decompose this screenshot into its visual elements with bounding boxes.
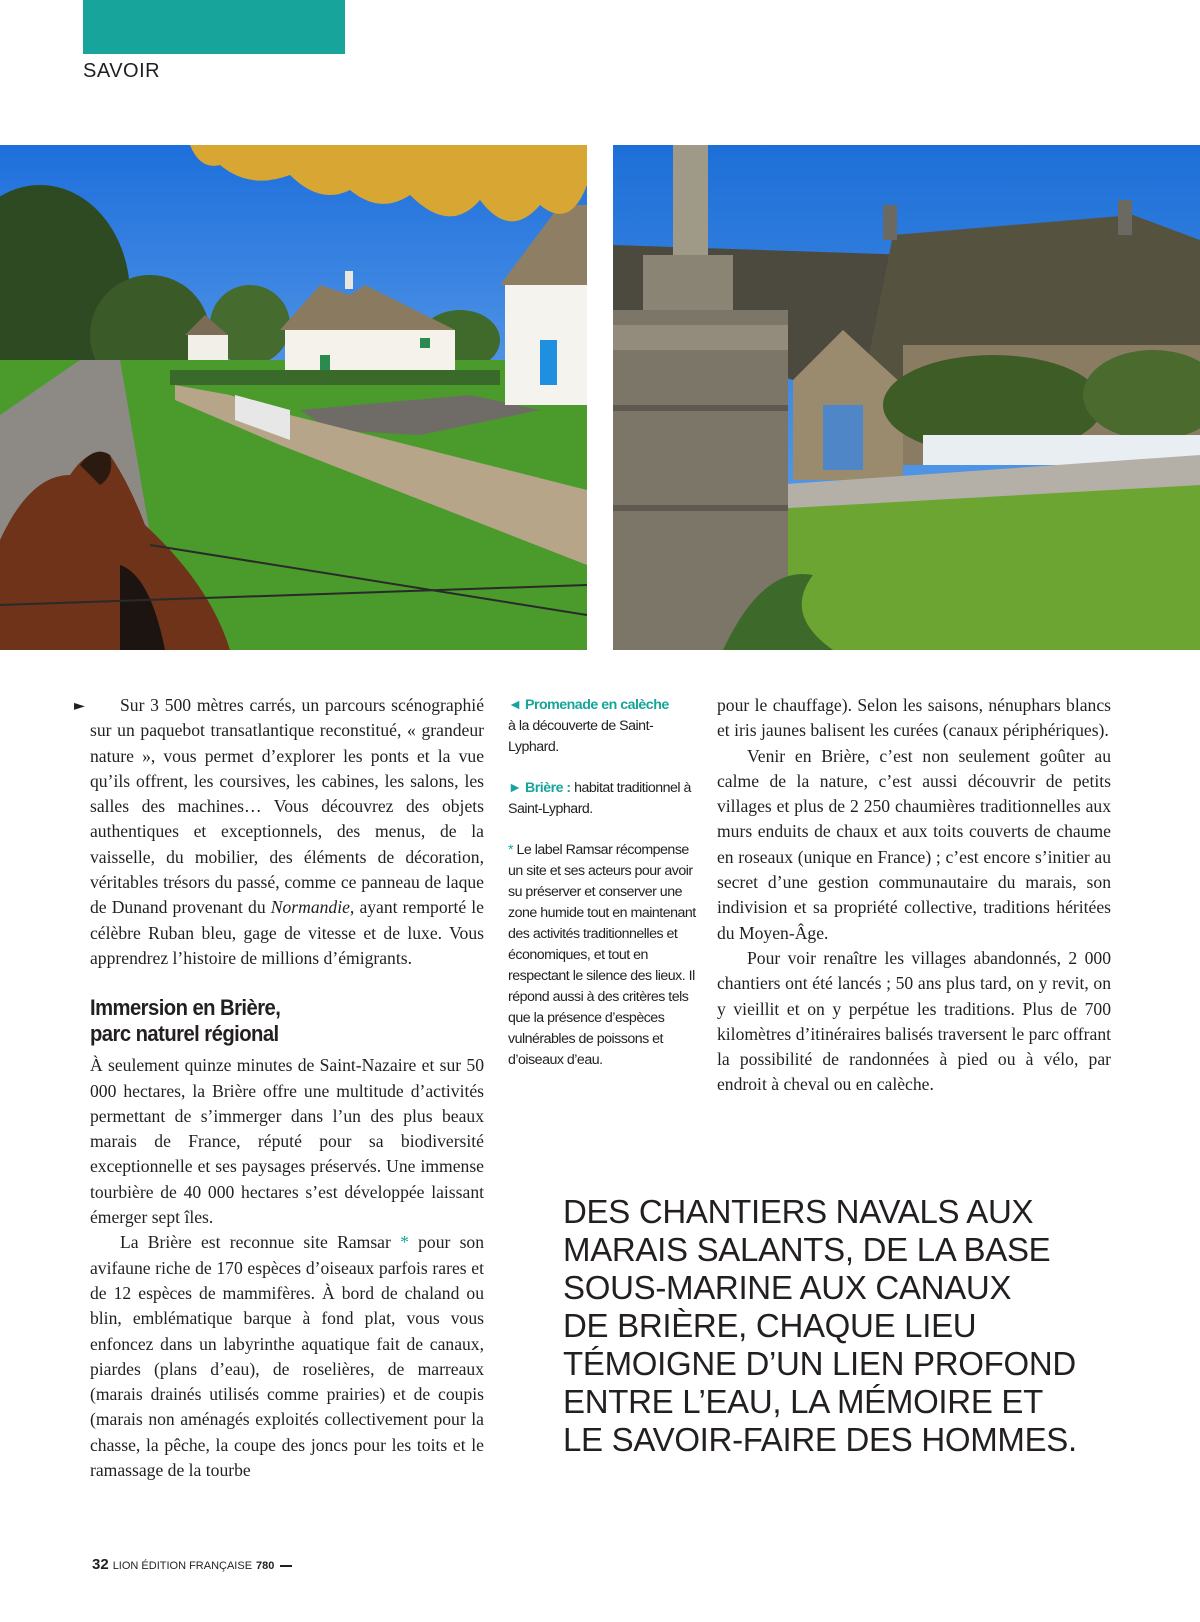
- pull-quote-line: ENTRE L’EAU, LA MÉMOIRE ET: [563, 1383, 1043, 1420]
- page-footer: [92, 1556, 292, 1573]
- caption-caleche: [508, 695, 698, 758]
- heading-line-2: parc naturel régional: [90, 1021, 279, 1047]
- caption-briere-text: habitat traditionnel à Saint-Lyphard.: [508, 780, 691, 817]
- pull-quote-line: TÉMOIGNE D’UN LIEN PROFOND: [563, 1345, 1076, 1382]
- heading-line-1: Immersion en Brière,: [90, 995, 281, 1021]
- footnote-star-icon: *: [508, 842, 514, 858]
- pull-quote-line: DES CHANTIERS NAVALS AUX: [563, 1193, 1034, 1230]
- chauffage-paragraph: pour le chauffage). Selon les saisons, nénuphars blancs et iris jaunes balisent les curées (canaux périphériques).: [717, 695, 1111, 741]
- intro-text-end: , ayant remporté le célèbre Ruban bleu, gage de vitesse et de luxe. Vous apprendrez l’histoire de millions d’émigrants.: [90, 897, 484, 968]
- footer-rule: [280, 1565, 292, 1567]
- ramsar-paragraph: [90, 1230, 484, 1483]
- photo-caleche: [0, 145, 587, 650]
- pull-quote-line: SOUS-MARINE AUX CANAUX: [563, 1269, 1012, 1306]
- ship-name: Normandie: [270, 897, 350, 918]
- pull-quote-line: MARAIS SALANTS, DE LA BASE: [563, 1231, 1051, 1268]
- section-heading: [90, 995, 452, 1047]
- photo-chaumiere: [613, 145, 1200, 650]
- article-column-1: [90, 693, 484, 1483]
- pull-quote-line: DE BRIÈRE, CHAQUE LIEU: [563, 1307, 977, 1344]
- continue-arrow-icon: ►: [74, 698, 85, 714]
- publication-name: LION ÉDITION FRANÇAISE: [112, 1560, 253, 1572]
- villages-paragraph: Pour voir renaître les villages abandonnés, 2 000 chantiers ont été lancés ; 50 ans plus tard, on y revit, on y vieillit et on y perpétue les traditions. Plus de 700 kilomètres d’itinéraires balisés traversent le parc offrant la possibilité de randonnées à pied ou à vélo, par endroit à cheval ou en calèche.: [717, 947, 1111, 1095]
- briere-paragraph: À seulement quinze minutes de Saint-Nazaire et sur 50 000 hectares, la Brière offre une multitude d’activités permettant de s’immerger dans l’un des plus beaux marais de France, réputé pour sa biodiversité exceptionnelle et ses paysages préservés. Une immense tourbière de 40 000 hectares s’est développée laissant émerger sept îles.: [90, 1055, 484, 1228]
- captions-column: [508, 695, 698, 1071]
- article-column-3: [717, 693, 1111, 1098]
- caption-caleche-text: à la découverte de Saint-Lyphard.: [508, 718, 654, 755]
- footnote-star: *: [390, 1232, 419, 1253]
- section-label: SAVOIR: [83, 60, 161, 82]
- ramsar-text: La Brière est reconnue site Ramsar: [120, 1232, 391, 1253]
- venir-paragraph: Venir en Brière, c’est non seulement goûter au calme de la nature, c’est aussi découvrir de petits villages et plus de 2 250 chaumières traditionnelles aux murs enduits de chaux et aux toits couverts de chaume en roseaux (unique en France) ; c’est encore s’initier au secret d’une gestion communautaire du marais, son indivision et sa propriété collective, traditions héritées du Moyen-Âge.: [717, 745, 1111, 943]
- ramsar-text-end: pour son avifaune riche de 170 espèces d’oiseaux parfois rares et de 12 espèces de mammifères. À bord de chaland ou blin, emblématique barque à fond plat, vous vous enfoncez dans un labyrinthe aquatique fait de canaux, piardes (plans d’eau), de roselières, de marreaux (marais drainés utilisés comme prairies) et de coupis (marais non aménagés exploités collectivement pour la chasse, la pêche, la coupe des joncs pour les toits et le ramassage de la tourbe: [90, 1232, 485, 1481]
- pull-quote: [563, 1193, 1123, 1459]
- footnote-text: Le label Ramsar récompense un site et ses acteurs pour avoir su préserver et conserver une zone humide tout en maintenant des activités traditionnelles et économiques, et tout en respectant le silence des lieux. Il répond aussi à des critères tels que la présence d’espèces vulnérables de poissons et d’oiseaux d’eau.: [508, 842, 696, 1068]
- page-number: 32: [92, 1556, 109, 1573]
- ramsar-footnote: [508, 840, 698, 1071]
- caption-briere-title: ► Brière :: [508, 780, 571, 796]
- intro-text: Sur 3 500 mètres carrés, un parcours scénographié sur un paquebot transatlantique reconstitué, « grandeur nature », vous permet d’explorer les ponts et la vue qu’ils offrent, les coursives, les cabines, les salons, les salles des machines… Vous découvrez des objets authentiques et exceptionnels, des menus, de la vaisselle, du mobilier, des éléments de décoration, véritables trésors du passé, comme ce panneau de laque de Dunand provenant du: [90, 695, 484, 918]
- section-color-bar: [83, 0, 345, 54]
- caption-briere: [508, 778, 698, 820]
- issue-number: 780: [256, 1560, 275, 1572]
- intro-paragraph: [90, 693, 484, 971]
- pull-quote-line: LE SAVOIR-FAIRE DES HOMMES.: [563, 1421, 1077, 1458]
- caption-caleche-title: ◄ Promenade en calèche: [508, 697, 669, 713]
